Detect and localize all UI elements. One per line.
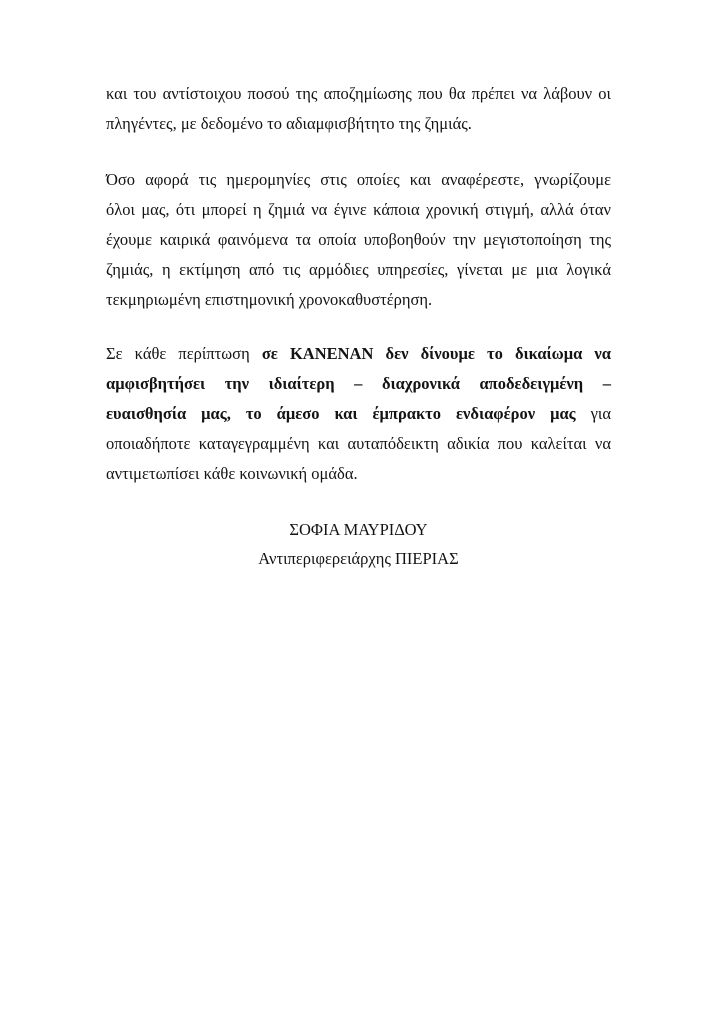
text-line: και του αντίστοιχου ποσού της αποζημίωσης που θα πρέπει να λάβουν οι [106, 84, 611, 103]
text-line: ζημιάς, η εκτίμηση από τις αρμόδιες υπηρεσίες, γίνεται με μια λογικά [106, 260, 611, 279]
paragraph-compensation [106, 79, 611, 139]
text-line [106, 339, 611, 369]
bold-text: ευαισθησία μας, το άμεσο και έμπρακτο ενδιαφέρον μας [106, 404, 576, 423]
normal-text: για [575, 404, 611, 423]
text-line: πληγέντες, με δεδομένο το αδιαμφισβήτητο της ζημιάς. [106, 114, 472, 133]
bold-text-line: αμφισβητήσει την ιδιαίτερη – διαχρονικά αποδεδειγμένη – [106, 374, 611, 393]
signature-name: ΣΟΦΙΑ ΜΑΥΡΙΔΟΥ [289, 520, 428, 539]
text-line: έχουμε καιρικά φαινόμενα τα οποία υποβοηθούν την μεγιστοποίηση της [106, 230, 611, 249]
normal-text: Σε κάθε περίπτωση [106, 344, 262, 363]
text-line: οποιαδήποτε καταγεγραμμένη και αυταπόδεικτη αδικία που καλείται να [106, 434, 611, 453]
text-line: Όσο αφορά τις ημερομηνίες στις οποίες και αναφέρεστε, γνωρίζουμε [106, 170, 611, 189]
text-line: τεκμηριωμένη επιστημονική χρονοκαθυστέρηση. [106, 290, 433, 309]
paragraph-sensitivity [106, 339, 611, 489]
text-line: αντιμετωπίσει κάθε κοινωνική ομάδα. [106, 464, 358, 483]
text-line [106, 399, 611, 429]
text-line: όλοι μας, ότι μπορεί η ζημιά να έγινε κάποια χρονική στιγμή, αλλά όταν [106, 200, 611, 219]
paragraph-dates [106, 165, 611, 315]
signature-title: Αντιπεριφερειάρχης ΠΙΕΡΙΑΣ [258, 549, 459, 568]
bold-text: σε ΚΑΝΕΝΑΝ δεν δίνουμε το δικαίωμα να [261, 344, 611, 363]
